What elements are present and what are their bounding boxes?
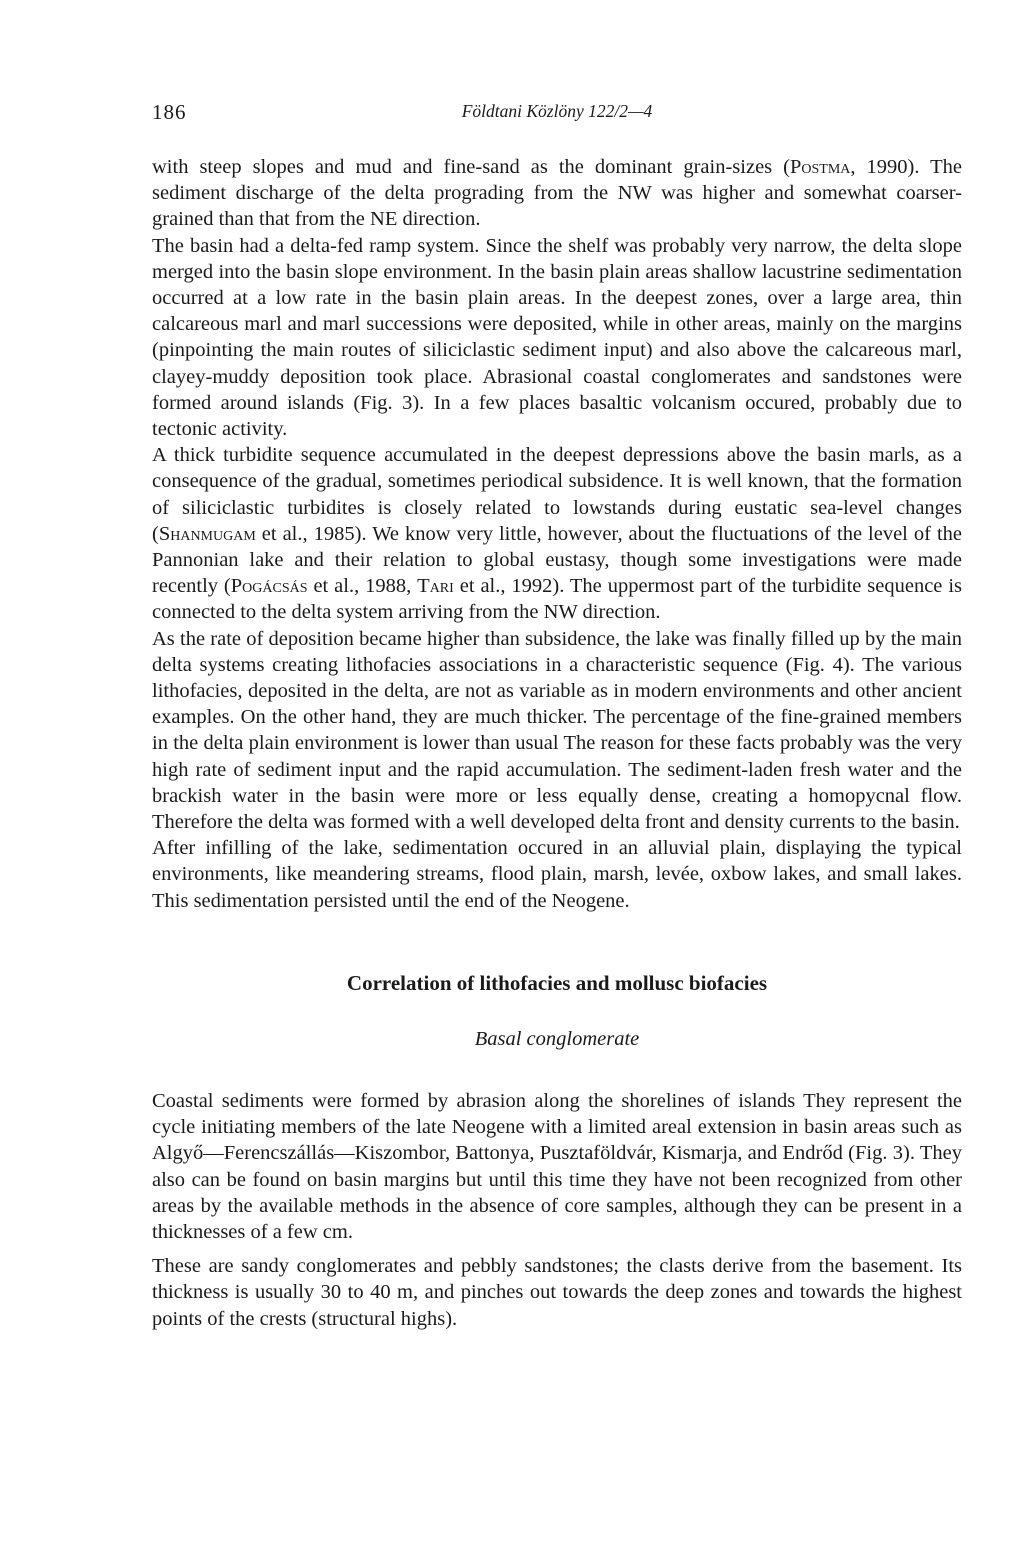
paragraph-5: After infilling of the lake, sedimentation occured in an alluvial plain, displaying the typical environments, like meandering streams, flood plain, marsh, levée, oxbow lakes, and small lakes. This sedimentation persisted until the end of the Neogene. bbox=[152, 837, 962, 912]
page bbox=[152, 100, 962, 1332]
body-text bbox=[152, 154, 962, 1332]
section-title: Correlation of lithofacies and mollusc biofacies bbox=[346, 970, 768, 995]
paragraph-2: The basin had a delta-fed ramp system. Since the shelf was probably very narrow, the delta slope merged into the basin slope environment. In the basin plain areas shallow lacustrine sedimentation occurred at a low rate in the basin plain areas. In the deepest zones, over a large area, thin calcareous marl and marl successions were deposited, while in other areas, mainly on the margins (pinpointing the main routes of siliciclastic sediment input) and also above the calcareous marl, clayey-muddy deposition took place. Abrasional coastal conglomerates and sandstones were formed around islands (Fig. 3). In a few places basaltic volcanism occured, probably due to tectonic activity. bbox=[152, 234, 962, 441]
subsection-title: Basal conglomerate bbox=[474, 1027, 640, 1050]
section-paragraph-1: Coastal sediments were formed by abrasion along the shorelines of islands They represent the cycle initiating members of the late Neogene with a limited areal extension in basin areas such as Algyő—Ferencszállás—Kiszombor, Battonya, Pusztaföldvár, Kismarja, and Endrőd (Fig. 3). They also can be found on basin margins but until this time they have not been recognized from other areas by the available methods in the absence of core samples, although they can be present in a thicknesses of a few cm. bbox=[152, 1089, 962, 1243]
paragraph-4: As the rate of deposition became higher than subsidence, the lake was finally filled up by the main delta systems creating lithofacies associations in a characteristic sequence (Fig. 4). The various lithofacies, deposited in the delta, are not as variable as in modern environments and other ancient examples. On the other hand, they are much thicker. The percentage of the fine-grained members in the delta plain environment is lower than usual The reason for these facts probably was the very high rate of sediment input and the rapid accumulation. The sediment-laden fresh water and the brackish water in the basin were more or less equally dense, creating a homopycnal flow. Therefore the delta was formed with a well developed delta front and density currents to the basin. bbox=[152, 627, 962, 834]
section-paragraph-2: These are sandy conglomerates and pebbly sandstones; the clasts derive from the basement. Its thickness is usually 30 to 40 m, and pinches out towards the deep zones and towards the highest points of the crests (structural highs). bbox=[152, 1255, 962, 1330]
citation-shanmugam: Shanmugam bbox=[158, 522, 256, 545]
journal-title: Földtani Közlöny 122/2—4 bbox=[461, 101, 653, 121]
page-number: 186 bbox=[152, 100, 187, 124]
paragraph-1: with steep slopes and mud and fine-sand as the dominant grain-sizes (Postma, 1990). The sediment discharge of the delta prograding from the NW was higher and somewhat coarser-grained than that from the NE direction. bbox=[152, 156, 962, 231]
running-head bbox=[152, 100, 962, 132]
citation-tari: Tari bbox=[417, 575, 454, 598]
citation-postma: Postma bbox=[789, 156, 851, 178]
citation-pogacsas: Pogácsás bbox=[230, 575, 308, 598]
paragraph-3: A thick turbidite sequence accumulated in the deepest depressions above the basin marls, as a consequence of the gradual, sometimes periodical subsidence. It is well known, that the formation of siliciclastic turbidites is closely related to lowstands during eustatic sea-level changes (Shanmugam et al., 1985). We know very little, however, about the fluctuations of the level of the Pannonian lake and their relation to global eustasy, though some investigations were made recently (Pogácsás et al., 1988, Tari et al., 1992). The uppermost part of the turbidite sequence is connected to the delta system arriving from the NW direction. bbox=[152, 444, 962, 624]
